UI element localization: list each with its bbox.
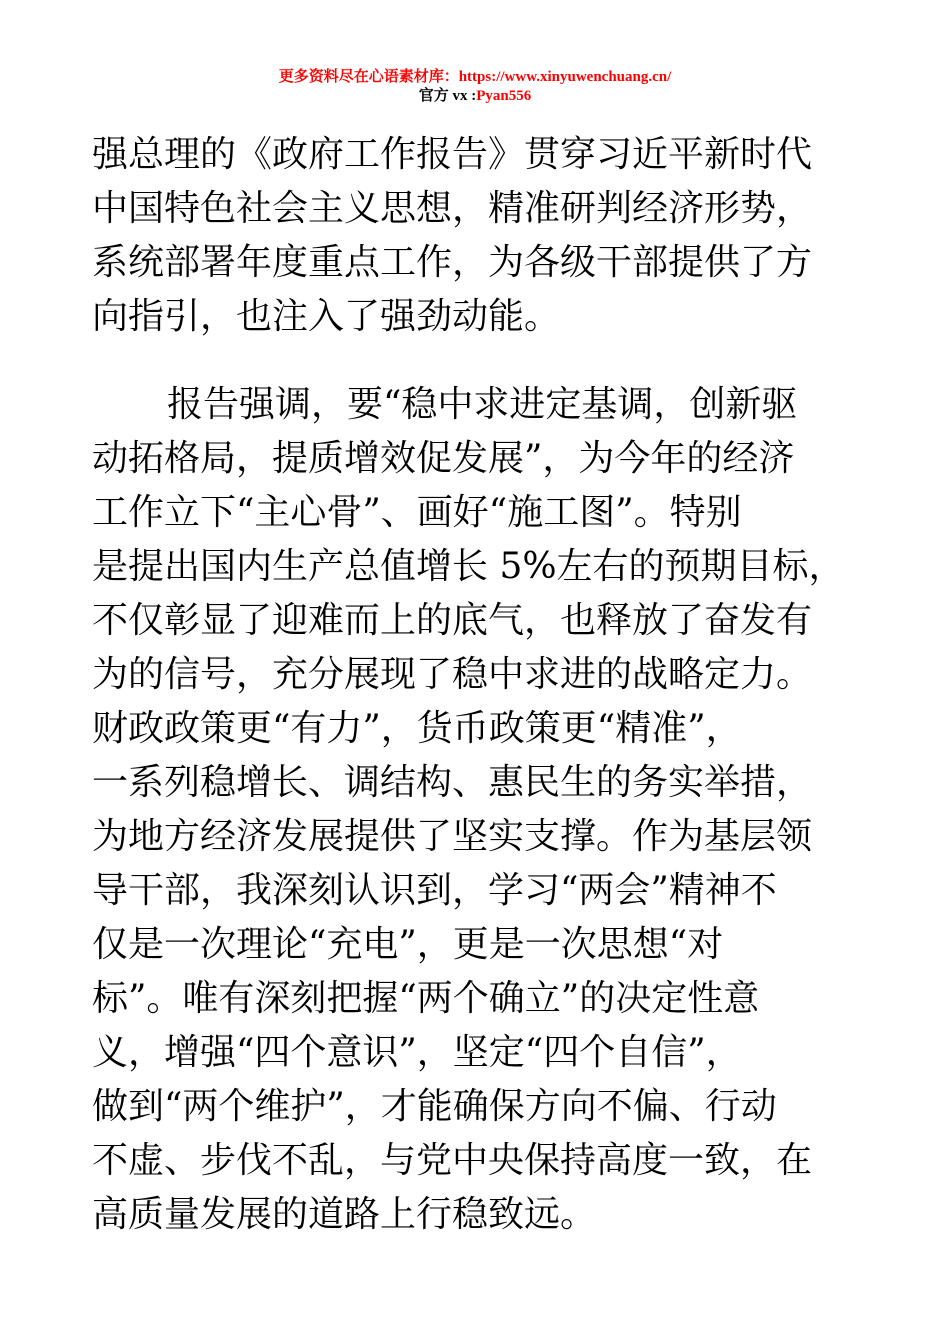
- text-line: 中国特色社会主义思想，精准研判经济形势，: [92, 188, 813, 229]
- text-line: 义，增强“四个意识”，坚定“四个自信”，: [92, 1032, 742, 1073]
- text-line: 仅是一次理论“充电”，更是一次思想“对: [92, 924, 724, 965]
- text-line: 不仅彰显了迎难而上的底气，也释放了奋发有: [92, 600, 813, 641]
- text-line: 系统部署年度重点工作，为各级干部提供了方: [92, 242, 813, 283]
- text-line: 标”。唯有深刻把握“两个确立”的决定性意: [92, 978, 760, 1019]
- text-line: 报告强调，要“稳中求进定基调，创新驱: [167, 384, 798, 425]
- text-line: 不虚、步伐不乱，与党中央保持高度一致，在: [92, 1140, 813, 1181]
- text-line: 为地方经济发展提供了坚实支撑。作为基层领: [92, 816, 813, 857]
- text-line: 导干部，我深刻认识到，学习“两会”精神不: [92, 870, 777, 911]
- header-vx-id: Pyan556: [476, 88, 532, 104]
- text-line: 一系列稳增长、调结构、惠民生的务实举措，: [92, 762, 813, 803]
- text-line: 高质量发展的道路上行稳致远。: [92, 1194, 597, 1235]
- header-promo-url[interactable]: https://www.xinyuwenchuang.cn/: [458, 69, 672, 85]
- header-vx-prefix: 官方 vx :: [418, 88, 477, 104]
- page-header: [0, 68, 950, 106]
- header-line-1: [0, 68, 950, 87]
- text-line: 动拓格局，提质增效促发展”，为今年的经济: [92, 438, 795, 479]
- text-line: 为的信号，充分展现了稳中求进的战略定力。: [92, 654, 813, 695]
- paragraph-1: [92, 128, 866, 344]
- header-line-2: [0, 87, 950, 106]
- text-line: 工作立下“主心骨”、画好“施工图”。特别: [92, 492, 742, 533]
- paragraph-2: [92, 378, 866, 1242]
- header-promo-label: 更多资料尽在心语素材库：: [278, 69, 459, 85]
- text-line: 做到“两个维护”，才能确保方向不偏、行动: [92, 1086, 777, 1127]
- text-line: 财政政策更“有力”，货币政策更“精准”，: [92, 708, 742, 749]
- text-line: 强总理的《政府工作报告》贯穿习近平新时代: [92, 134, 813, 175]
- text-line: 是提出国内生产总值增长 5%左右的预期目标，: [92, 546, 845, 587]
- text-line: 向指引，也注入了强劲动能。: [92, 296, 561, 337]
